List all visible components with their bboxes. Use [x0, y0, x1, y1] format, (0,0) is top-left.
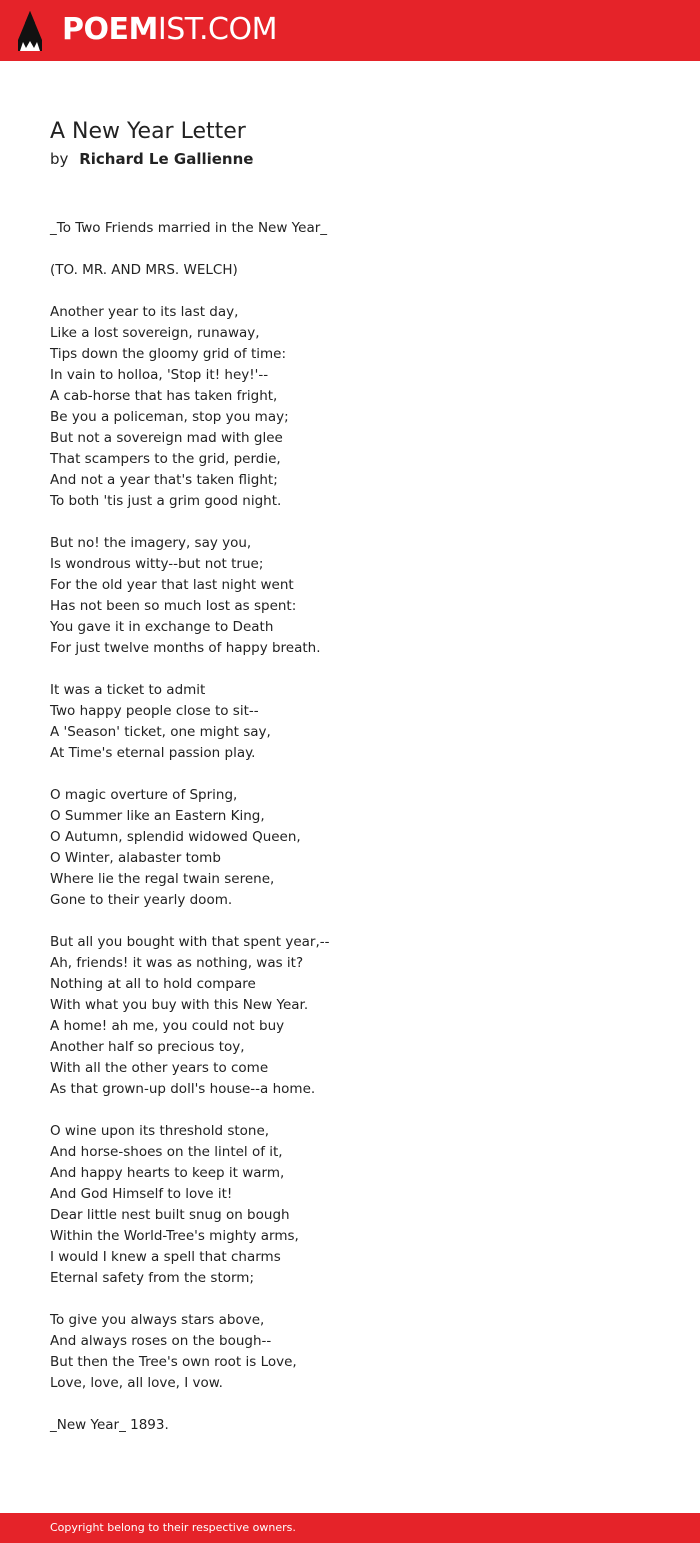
stanza-break [50, 911, 650, 932]
poem-line: And horse-shoes on the lintel of it, [50, 1144, 283, 1160]
poem-line: O wine upon its threshold stone, [50, 1123, 270, 1139]
poem-line: O Summer like an Eastern King, [50, 808, 265, 824]
poem-line: Tips down the gloomy grid of time: [50, 346, 286, 362]
poem-line: For just twelve months of happy breath. [50, 640, 321, 656]
poem-line: At Time's eternal passion play. [50, 745, 256, 761]
poem-line: And not a year that's taken flight; [50, 472, 278, 488]
stanza-break [50, 239, 650, 260]
poem-line: And God Himself to love it! [50, 1186, 233, 1202]
poem-line: O Autumn, splendid widowed Queen, [50, 829, 301, 845]
poem-line: Dear little nest built snug on bough [50, 1207, 290, 1223]
poem-line: Within the World-Tree's mighty arms, [50, 1228, 299, 1244]
poem-line: Is wondrous witty--but not true; [50, 556, 264, 572]
poem-line: Eternal safety from the storm; [50, 1270, 255, 1286]
poem-line: Nothing at all to hold compare [50, 976, 256, 992]
stanza-break [50, 764, 650, 785]
poem-line: O Winter, alabaster tomb [50, 850, 221, 866]
poem-line: But all you bought with that spent year,-- [50, 934, 330, 950]
logo-brand-light: IST.COM [157, 12, 277, 47]
poem-line: To both 'tis just a grim good night. [50, 493, 282, 509]
byline [50, 149, 253, 169]
poem-line: For the old year that last night went [50, 577, 294, 593]
poem-line: A 'Season' ticket, one might say, [50, 724, 271, 740]
poem-title: A New Year Letter [50, 119, 246, 144]
author-name: Richard Le Gallienne [79, 150, 254, 168]
poem-line: Ah, friends! it was as nothing, was it? [50, 955, 304, 971]
poem-line: In vain to holloa, 'Stop it! hey!'-- [50, 367, 269, 383]
poem-line: It was a ticket to admit [50, 682, 206, 698]
logo-brand-bold: POEM [62, 12, 158, 47]
stanza-break [50, 1394, 650, 1415]
poem-line: Two happy people close to sit-- [50, 703, 259, 719]
poem-line: A cab-horse that has taken fright, [50, 388, 278, 404]
poem-line: Has not been so much lost as spent: [50, 598, 297, 614]
poem-line: _To Two Friends married in the New Year_ [50, 220, 328, 236]
stanza-break [50, 659, 650, 680]
poem-line: Love, love, all love, I vow. [50, 1375, 223, 1391]
poem-line: With all the other years to come [50, 1060, 269, 1076]
stanza-break [50, 1289, 650, 1310]
poem-line: To give you always stars above, [50, 1312, 265, 1328]
site-header [0, 0, 700, 61]
poem-line: Another half so precious toy, [50, 1039, 245, 1055]
poem-line: O magic overture of Spring, [50, 787, 238, 803]
poem-line: But no! the imagery, say you, [50, 535, 252, 551]
poem-line: (TO. MR. AND MRS. WELCH) [50, 262, 238, 278]
copyright-text: Copyright belong to their respective owners. [50, 1521, 296, 1534]
poem-line: But not a sovereign mad with glee [50, 430, 283, 446]
poem-line: And always roses on the bough-- [50, 1333, 272, 1349]
poem-line: Like a lost sovereign, runaway, [50, 325, 260, 341]
poem-line: Gone to their yearly doom. [50, 892, 233, 908]
site-footer [0, 1513, 700, 1543]
poem-body [50, 218, 650, 1436]
site-logo[interactable] [62, 10, 277, 50]
poem-line: With what you buy with this New Year. [50, 997, 309, 1013]
poem-line: And happy hearts to keep it warm, [50, 1165, 285, 1181]
pencil-tip-icon[interactable] [17, 11, 43, 51]
poem-line: But then the Tree's own root is Love, [50, 1354, 297, 1370]
poem-line: A home! ah me, you could not buy [50, 1018, 285, 1034]
poem-line: _New Year_ 1893. [50, 1417, 169, 1433]
poem-line: I would I knew a spell that charms [50, 1249, 281, 1265]
by-label: by [50, 150, 69, 168]
poem-line: That scampers to the grid, perdie, [50, 451, 281, 467]
poem-line: As that grown-up doll's house--a home. [50, 1081, 316, 1097]
poem-line: You gave it in exchange to Death [50, 619, 274, 635]
poem-line: Be you a policeman, stop you may; [50, 409, 289, 425]
poem-line: Another year to its last day, [50, 304, 239, 320]
stanza-break [50, 281, 650, 302]
stanza-break [50, 512, 650, 533]
stanza-break [50, 1100, 650, 1121]
poem-line: Where lie the regal twain serene, [50, 871, 275, 887]
